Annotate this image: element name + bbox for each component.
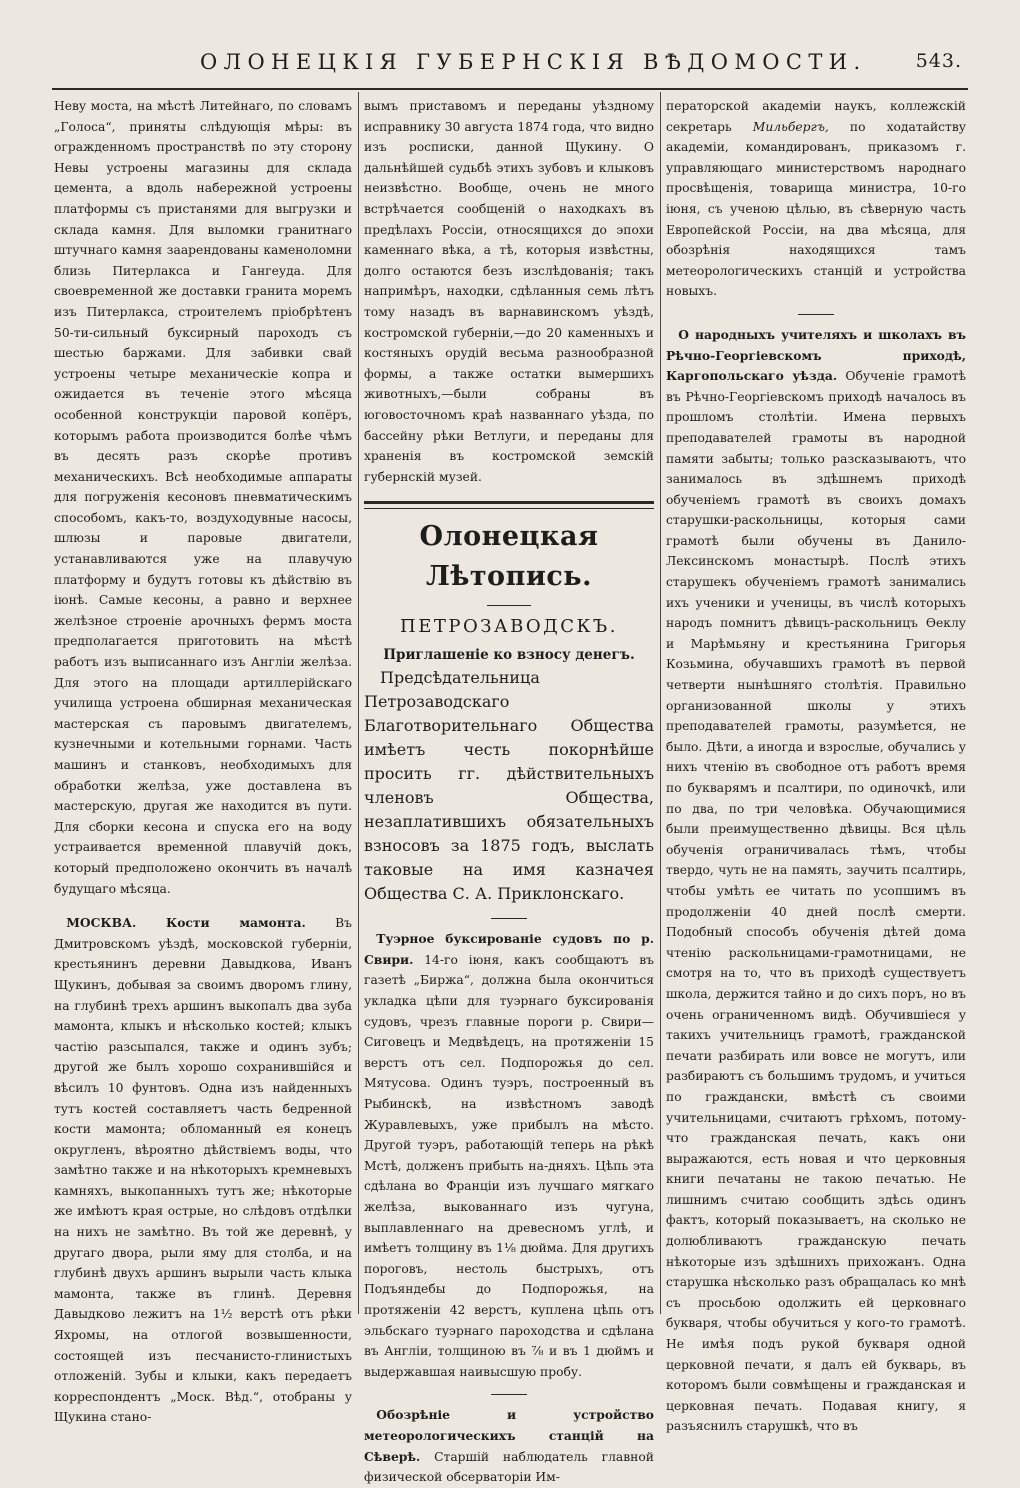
bridge-article-text: Неву моста, на мѣстѣ Литейнаго, по словамъ „Голоса“, приняты слѣдующія мѣры: въ огражденномъ пространствѣ по эту сторону Невы устроены магазины для склада цемента, а вдоль набережной устроены платформы съ пристанями для выгрузки и склада камня. Для выломки гранитнаго штучнаго камня заарендованы каменоломни близь Питерлакса и Гангеуда. Для своевременной же доставки гранита моремъ изъ Питерлакса, строителемъ пріобрѣтенъ 50-ти-сильный буксирный пароходъ съ шестью баржами. Для забивки свай устроены четыре механическіе копра и ожидается въ теченіе этого мѣсяца особенной конструкціи паровой копёръ, которымъ работа производится болѣе чѣмъ въ десять разъ скорѣе противъ механическихъ. Всѣ необходимые аппараты для погруженія кесоновъ пневматическимъ способомъ, какъ-то, воздуходувные насосы, шлюзы и паровые двигатели, устанавливаются уже на плавучую платформу и будутъ готовы къ дѣйствію въ іюнѣ. Самые кесоны, а равно и верхнее желѣзное строеніе арочныхъ фермъ моста предполагается приготовить на мѣстѣ работъ изъ выписаннаго изъ Англіи желѣза. Для этого на площади артиллерійскаго училища устроена обширная механическая мастерская съ паровымъ двигателемъ, кузнечными и котельными горнами. Часть машинъ и станковъ, необходимыхъ для обработки желѣза, уже доставлена въ мастерскую, другая же находится въ пути. Для сборки кесона и спуска его на воду устраивается временной плавучій докъ, который предположено окончить въ началѣ будущаго мѣсяца. — [54, 99, 352, 896]
stone-age-article-text: вымъ приставомъ и переданы уѣздному исправнику 30 августа 1874 года, что видно изъ росписки, данной Щукину. О дальнѣйшей судьбѣ этихъ зубовъ и клыковъ неизвѣстно. Вообще, очень не много встрѣчается сообщеній о находкахъ въ предѣлахъ Россіи, относящихся до эпохи каменнаго вѣка, а тѣ, которыя извѣстны, долго остаются безъ изслѣдованія; такъ напримѣръ, находки, сдѣланныя семь лѣтъ тому назадъ въ варнавинскомъ уѣздѣ, костромской губерніи,—до 20 каменныхъ и костяныхъ орудій весьма разнообразной формы, а также остатки вымершихъ животныхъ,—были собраны въ юговосточномъ краѣ названнаго уѣзда, по бассейну рѣки Ветлуги, и переданы для храненія въ костромской земскій губернскій музей. — [364, 99, 654, 484]
schools-article — [666, 325, 966, 1437]
city-heading: ПЕТРОЗАВОДСКЪ. — [400, 616, 618, 638]
towing-article-heading: Туэрное буксированіе судовъ по р. Свири. — [364, 931, 654, 967]
schools-article-heading: О народныхъ учителяхъ и школахъ въ Рѣчно-Георгіевскомъ приходѣ, Каргопольскаго уѣзда. — [666, 326, 966, 384]
section-rule-thin — [364, 508, 654, 509]
column-3 — [666, 96, 967, 1434]
short-divider — [491, 1394, 527, 1395]
column-divider-2 — [660, 92, 661, 1314]
newspaper-title: ОЛОНЕЦКІЯ ГУБЕРНСКІЯ ВѢДОМОСТИ. — [200, 50, 867, 74]
meteo-article-text: Старшій наблюдатель главной физической обсерваторіи Им- — [364, 1449, 654, 1485]
column-1 — [54, 96, 352, 1425]
page-number: 543. — [915, 50, 962, 72]
short-divider — [798, 314, 834, 315]
invitation-text: Предсѣдательница Петрозаводскаго Благотворительнаго Общества имѣетъ честь покорнѣйше просить гг. дѣйствительныхъ членовъ Общества, незаплатившихъ обязательныхъ взносовъ за 1875 годъ, выслать таковые на имя казначея Общества С. А. Приклонскаго. — [364, 668, 654, 904]
person-name: Мильбергъ, — [752, 119, 829, 134]
masthead — [52, 42, 968, 82]
towing-article — [364, 929, 654, 1382]
meteo-continued-text-a: ператорской академіи наукъ, коллежскій секретарь — [666, 99, 966, 134]
invitation-heading: Приглашеніе ко взносу денегъ. — [383, 647, 635, 664]
towing-article-text: 14-го іюня, какъ сообщаютъ въ газетѣ „Биржа“, должна была окончиться укладка цѣпи для туэрнаго буксированія судовъ, чрезъ главные пороги р. Свири—Сиговецъ и Медвѣдецъ, на протяженіи 15 верстъ отъ сел. Подпорожья до сел. Мятусова. Одинъ туэръ, построенный въ Рыбинскѣ, на извѣстномъ заводѣ Журавлевыхъ, уже прибылъ на мѣсто. Другой туэръ, работающій теперь на рѣкѣ Мстѣ, долженъ прибыть на-дняхъ. Цѣпь эта сдѣлана во Франціи изъ лучшаго мягкаго желѣза, выкованнаго изъ чугуна, выплавленнаго на древесномъ углѣ, и имѣетъ толщину въ 1⅛ дюйма. Для другихъ пороговъ, нестоль быстрыхъ, отъ Подъяндебы до Подпорожья, на протяженіи 42 верстъ, куплена цѣпь отъ эльбскаго туэрнаго пароходства и сдѣлана въ Англіи, толщиною въ ⅞ и въ 1 дюймъ и выдержавшая наивысшую пробу. — [364, 952, 654, 1379]
meteo-article-heading: Обозрѣніе и устройство метеорологическихъ станцій на Сѣверѣ. — [364, 1407, 654, 1464]
moscow-article-text: Въ Дмитровскомъ уѣздѣ, московской губерніи, крестьянинъ деревни Давыдкова, Иванъ Щукинъ, добывая за своимъ дворомъ глину, на глубинѣ трехъ аршинъ выкопалъ два зуба мамонта, клыкъ и нѣсколько костей; клыкъ частію разсыпался, также и одинъ зубъ; другой же былъ хорошо сохранившійся и вѣсилъ 10 фунтовъ. Одна изъ найденныхъ тутъ костей составляетъ часть бедренной кости мамонта; обломанный ея конецъ округленъ, вѣроятно дѣйствіемъ воды, что замѣтно также и на нѣкоторыхъ кремневыхъ камняхъ, выкопанныхъ тутъ же; нѣкоторые же имѣютъ края острые, но слѣдовъ отдѣлки на нихъ не замѣтно. Въ той же деревнѣ, у другаго двора, рыли яму для столба, и на глубинѣ двухъ аршинъ вырыли часть клыка мамонта, также въ глинѣ. Деревня Давыдково лежитъ на 1½ верстѣ отъ рѣки Яхромы, на отлогой возвышенности, состоящей изъ песчанисто-глинистыхъ отложеній. Зубы и клыки, какъ передаетъ корреспондентъ „Моск. Вѣд.“, отобраны у Щукина стано- — [54, 916, 352, 1425]
moscow-article-heading: МОСКВА. Кости мамонта. — [66, 915, 306, 931]
schools-article-text: Обученіе грамотѣ въ Рѣчно-Георгіевскомъ приходѣ началось въ прошломъ столѣтіи. Имена первыхъ преподавателей грамоты въ народной памяти забыты; только разсказываютъ, что занималось въ здѣшнемъ приходѣ обученіемъ грамотѣ въ своихъ домахъ старушки-раскольницы, которыя сами грамотѣ были обучены въ Данило-Лексинскомъ монастырѣ. Послѣ этихъ старушекъ обученіемъ грамотѣ занимались ихъ ученики и ученицы, въ числѣ которыхъ народъ помнитъ дѣвицъ-раскольницъ Ѳеклу и Марѣмьяну и крестьянина Григорья Козьмина, обучавшихъ грамотѣ въ первой четверти нынѣшняго столѣтія. Правильно организованной школы у этихъ преподавателей грамоты, разумѣется, не было. Дѣти, а иногда и взрослые, обучались у нихъ чтенію въ свободное отъ работъ время по букварямъ и псалтири, по одиночкѣ, или по два, по три человѣка. Обучающимися были преимущественно дѣвицы. Вся цѣль обученія ограничивалась тѣмъ, чтобы твердо, чуть не на память, заучить псалтирь, чтобы умѣть ее читать по усопшимъ въ продолженіи 40 дней послѣ смерти. Подобный способъ обученія дѣтей дома чтенію раскольницами-грамотницами, не смотря на то, что въ приходѣ существуетъ школа, держится тайно и до сихъ поръ, но въ очень ограниченномъ видѣ. Обучившіеся у такихъ учительницъ грамотѣ, гражданской печати разбирать или вовсе не могутъ, или разбираютъ съ большимъ трудомъ, и учиться по граждански, вмѣстѣ съ своими учительницами, считаютъ грѣхомъ, потому-что гражданская печать, какъ они выражаются, есть новая и что церковныя книги печатаны не такою печатью. Не лишнимъ считаю сообщить здѣсь одинъ фактъ, который показываетъ, на сколько не долюбливаютъ гражданскую печать нѣкоторые изъ здѣшнихъ прихожанъ. Одна старушка нѣсколько разъ обращалась ко мнѣ съ просьбою одолжить ей церковнаго букваря, чтобы обучиться у кого-то грамотѣ. Не имѣя подъ рукой букваря одной церковной печати, я далъ ей букварь, въ которомъ были совмѣщены и гражданская и церковная печать. Подавая книгу, я разъяснилъ старушкѣ, что въ — [666, 369, 966, 1434]
column-divider-1 — [358, 92, 359, 1314]
meteo-article-continued — [666, 96, 966, 302]
short-divider — [491, 918, 527, 919]
short-divider — [487, 605, 531, 606]
meteo-continued-text-b: по ходатайству академіи, командированъ, приказомъ г. управляющаго министерствомъ народнаго просвѣщенія, товарища министра, 10-го іюня, съ ученою цѣлью, въ сѣверную часть Европейской Россіи, на два мѣсяца, для обозрѣнія находящихся тамъ метеорологическихъ станцій и устройства новыхъ. — [666, 119, 967, 299]
column-2 — [364, 96, 654, 1485]
meteo-article — [364, 1405, 654, 1487]
masthead-rule — [52, 88, 968, 90]
section-rule-heavy — [364, 501, 654, 504]
moscow-article — [54, 913, 352, 1428]
chronicle-section-title: Олонецкая Лѣтопись. — [419, 521, 599, 593]
